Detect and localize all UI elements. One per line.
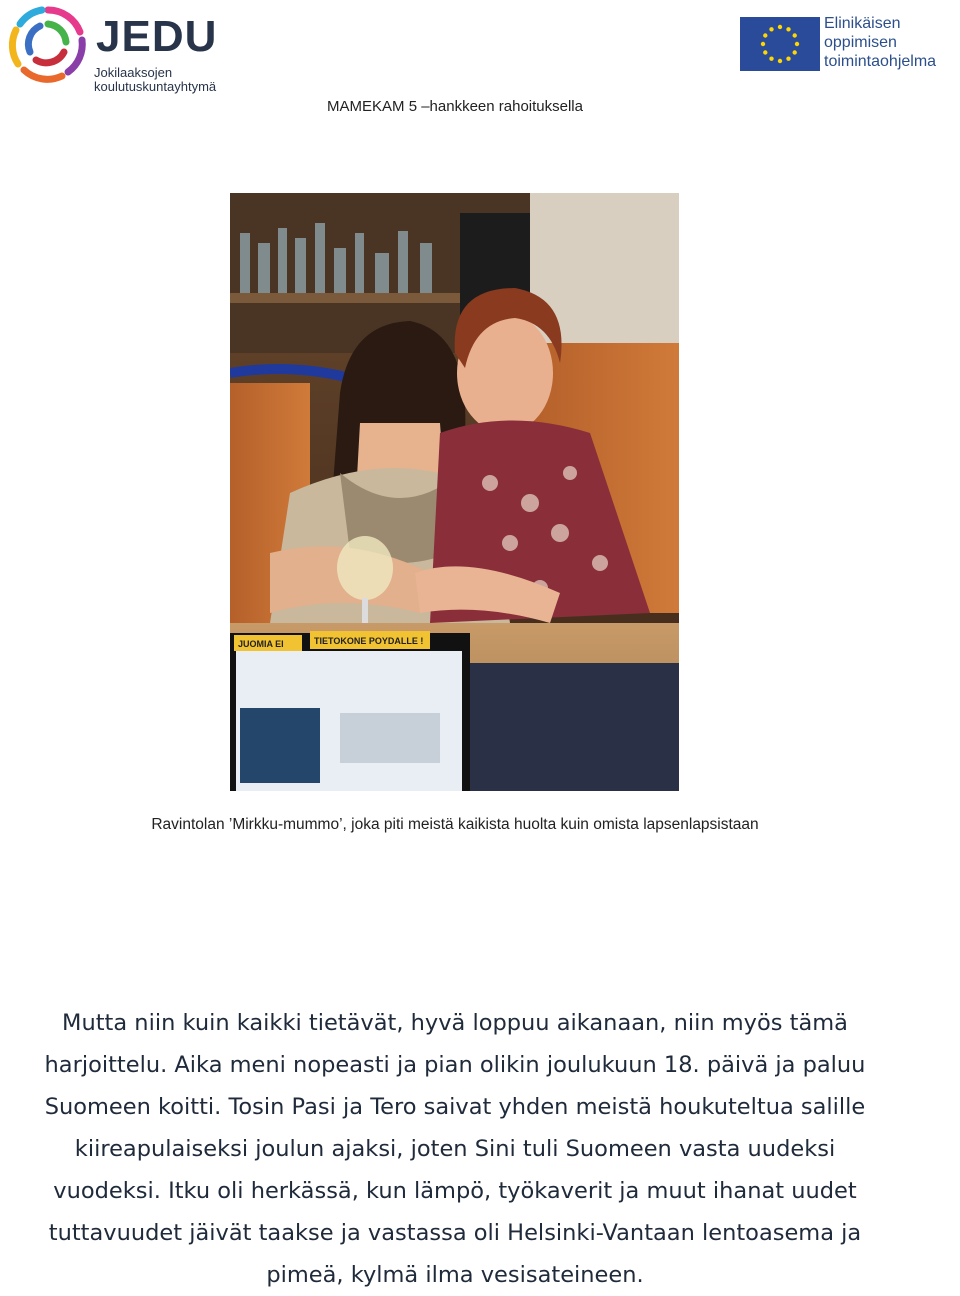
body-line-3: Suomeen koitti. Tosin Pasi ja Tero saivat yhden meistä houkuteltua salille <box>44 1094 866 1120</box>
jedu-logo <box>6 2 246 102</box>
jedu-subtitle-line-1: Jokilaaksojen <box>94 65 173 80</box>
eu-programme-logo <box>740 14 960 76</box>
photo-caption: Ravintolan ’Mirkku-mummo’, joka piti meistä kaikista huolta kuin omista lapsenlapsistaan <box>151 816 759 833</box>
funding-note: MAMEKAM 5 –hankkeen rahoituksella <box>327 98 583 115</box>
restaurant-photo <box>230 193 679 791</box>
photo-illustration <box>230 193 679 791</box>
sign-text-2: TIETOKONE POYDALLE ! <box>314 636 424 646</box>
body-line-4: kiireapulaiseksi joulun ajaksi, joten Sini tuli Suomeen vasta uudeksi <box>74 1136 836 1162</box>
body-line-7: pimeä, kylmä ilma vesisateineen. <box>266 1262 644 1288</box>
eu-programme-text <box>824 14 936 71</box>
eu-text-line-2: oppimisen <box>824 34 897 51</box>
jedu-wordmark: JEDU <box>96 12 218 61</box>
eu-text-line-3: toimintaohjelma <box>824 53 937 70</box>
body-line-5: vuodeksi. Itku oli herkässä, kun lämpö, työkaverit ja muut ihanat uudet <box>53 1178 857 1204</box>
eu-text-line-1: Elinikäisen <box>824 15 901 32</box>
body-paragraph <box>10 1002 900 1296</box>
body-line-2: harjoittelu. Aika meni nopeasti ja pian olikin joulukuun 18. päivä ja paluu <box>44 1052 866 1078</box>
body-line-6: tuttavuudet jäivät taakse ja vastassa oli Helsinki-Vantaan lentoasema ja <box>48 1220 862 1246</box>
jedu-subtitle <box>94 66 216 94</box>
jedu-swirl-icon <box>6 2 90 86</box>
body-line-1: Mutta niin kuin kaikki tietävät, hyvä loppuu aikanaan, niin myös tämä <box>62 1010 848 1036</box>
eu-flag-icon <box>740 17 820 71</box>
sign-text-1: JUOMIA EI <box>238 639 284 649</box>
jedu-subtitle-line-2: koulutuskuntayhtymä <box>94 79 217 94</box>
